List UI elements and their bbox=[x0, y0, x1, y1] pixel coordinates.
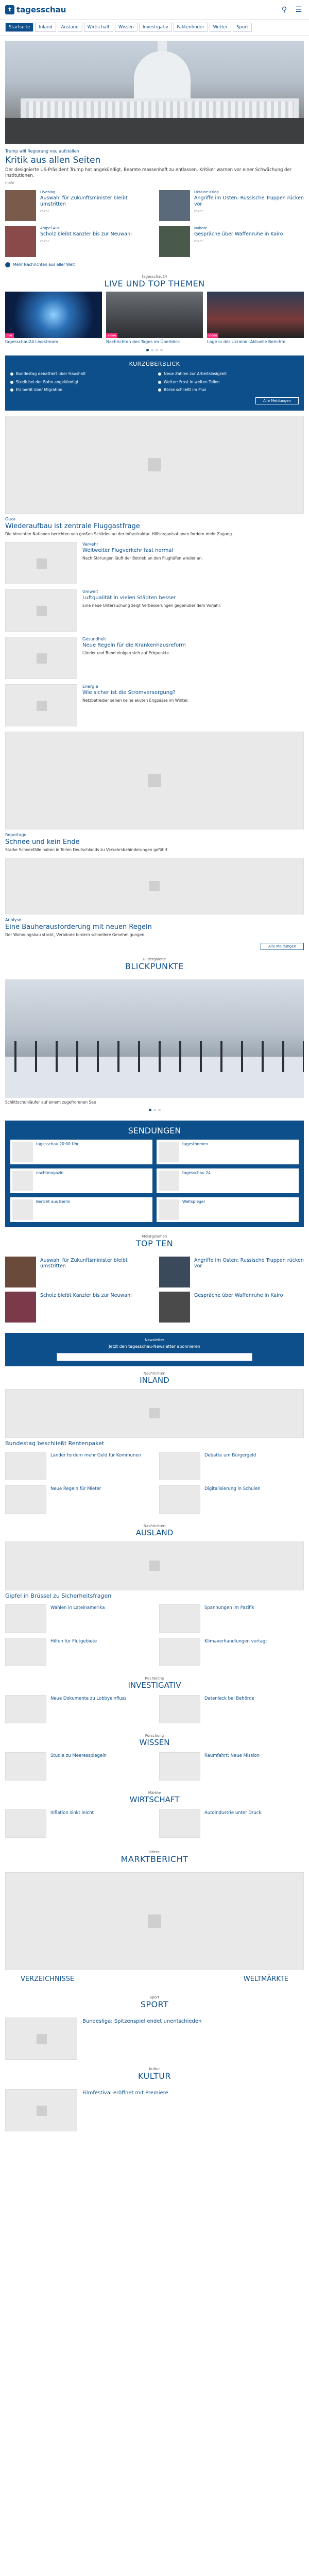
pager-dot[interactable] bbox=[146, 349, 149, 351]
pager-dot[interactable] bbox=[158, 1109, 161, 1111]
ressort-item-title[interactable]: Debatte um Bürgergeld bbox=[204, 1452, 256, 1458]
bullet-icon bbox=[10, 372, 13, 376]
mini-kicker: Liveblog bbox=[40, 190, 56, 194]
video-title[interactable]: tagesschau24 Livestream bbox=[5, 339, 58, 344]
ressort-wirtschaft bbox=[0, 1786, 309, 1843]
image-icon bbox=[148, 774, 161, 787]
ressort-item-title[interactable]: Neue Dokumente zu Lobbyeinfluss bbox=[50, 1696, 127, 1701]
kurz-text: Streik bei der Bahn angekündigt bbox=[16, 379, 79, 384]
ressort-item[interactable] bbox=[159, 1604, 304, 1633]
ressort-title: AUSLAND bbox=[135, 1528, 174, 1537]
video-item[interactable] bbox=[106, 292, 203, 345]
ressort-title: INVESTIGATIV bbox=[128, 1680, 181, 1690]
top-grid bbox=[0, 1251, 309, 1328]
sport-image bbox=[5, 2018, 77, 2060]
video-thumb bbox=[106, 292, 203, 338]
newsletter-text: Jetzt den tagesschau-Newsletter abonnieren bbox=[109, 1344, 200, 1349]
ressort-sub: Nachrichten bbox=[143, 1523, 166, 1528]
markt-right-title: WELTMÄRKTE bbox=[243, 1975, 288, 1983]
ressort-item-title[interactable]: Raumfahrt: Neue Mission bbox=[204, 1753, 260, 1758]
image-icon bbox=[148, 458, 161, 471]
kurz-text: Wetter: Frost in weiten Teilen bbox=[164, 379, 220, 384]
ressort-item-image bbox=[159, 1604, 200, 1633]
markt-links bbox=[0, 1970, 309, 1988]
mini-kicker: Ukraine-Krieg bbox=[194, 190, 219, 194]
feature-title[interactable]: Schnee und kein Ende bbox=[5, 838, 80, 846]
feature-kicker: Reportage bbox=[5, 833, 27, 838]
article-title[interactable]: Weltweiter Flugverkehr fast normal bbox=[82, 548, 174, 554]
sendung-item[interactable] bbox=[157, 1140, 299, 1164]
sendung-item[interactable] bbox=[10, 1168, 152, 1193]
pager-dot[interactable] bbox=[151, 349, 153, 351]
sendung-item[interactable] bbox=[10, 1140, 152, 1164]
video-title[interactable]: Nachrichten des Tages im Überblick bbox=[106, 339, 180, 344]
video-item[interactable] bbox=[5, 292, 102, 345]
ressort-item-image bbox=[159, 1638, 200, 1666]
ressort-item[interactable] bbox=[5, 1604, 150, 1633]
sport-title: SPORT bbox=[140, 1999, 169, 2009]
article-row[interactable] bbox=[0, 584, 309, 632]
video-list bbox=[0, 292, 309, 345]
sendung-title: tagesschau 24 bbox=[182, 1170, 211, 1175]
sendung-item[interactable] bbox=[157, 1197, 299, 1222]
markt-chart-placeholder[interactable] bbox=[5, 1872, 304, 1970]
article-row[interactable] bbox=[0, 537, 309, 584]
kurz-grid bbox=[10, 371, 299, 393]
kurz-item[interactable] bbox=[158, 371, 299, 377]
top-image bbox=[159, 1292, 190, 1323]
hero-dome bbox=[134, 51, 191, 103]
blick-people bbox=[5, 1041, 304, 1072]
article-text bbox=[82, 542, 203, 584]
article-teaser: Netzbetreiber sehen keine akuten Engpässe im Winter. bbox=[82, 698, 189, 703]
markt-head bbox=[0, 1843, 309, 1867]
ressort-title: WISSEN bbox=[139, 1737, 170, 1747]
feature2-article[interactable] bbox=[0, 914, 309, 938]
newsletter-small: Newsletter bbox=[145, 1337, 164, 1342]
article-big[interactable] bbox=[0, 514, 309, 537]
sport-item[interactable] bbox=[0, 2012, 309, 2060]
blick-head bbox=[0, 950, 309, 974]
top-image bbox=[5, 1257, 36, 1287]
ressort-item[interactable] bbox=[159, 1695, 304, 1723]
article-image-placeholder bbox=[5, 542, 77, 584]
more-button[interactable]: Alle Meldungen bbox=[261, 943, 304, 950]
mini-meta[interactable]: mehr bbox=[40, 239, 49, 243]
ressort-item[interactable] bbox=[5, 1695, 150, 1723]
top-title-text[interactable]: Auswahl für Zukunftsminister bleibt umstritten bbox=[40, 1257, 128, 1269]
kurz-text: Neue Zahlen zur Arbeitslosigkeit bbox=[164, 371, 227, 376]
article-text bbox=[82, 589, 221, 632]
article-image-placeholder bbox=[5, 589, 77, 632]
logo-text: tagesschau bbox=[16, 5, 66, 14]
article-title[interactable]: Neue Regeln für die Krankenhausreform bbox=[82, 642, 186, 649]
video-thumb bbox=[5, 292, 102, 338]
sendung-image bbox=[159, 1142, 179, 1162]
article-kicker: Energie bbox=[82, 684, 98, 689]
feature-article[interactable] bbox=[0, 829, 309, 853]
article-teaser: Länder und Bund einigen sich auf Eckpunkte. bbox=[82, 650, 170, 655]
kurz-item[interactable] bbox=[158, 387, 299, 393]
sendungen-box bbox=[5, 1121, 304, 1227]
sport-small: Sport bbox=[149, 1995, 160, 1999]
kurz-item[interactable] bbox=[10, 380, 151, 385]
kurz-more bbox=[10, 397, 299, 404]
markt-right[interactable] bbox=[244, 1975, 288, 1983]
menu-icon[interactable]: ☰ bbox=[295, 5, 302, 14]
sendung-image bbox=[12, 1171, 33, 1191]
kurz-item[interactable] bbox=[10, 387, 151, 393]
mini-grid bbox=[0, 185, 309, 262]
ressort-item-image bbox=[5, 1485, 46, 1514]
mini-article[interactable] bbox=[5, 226, 150, 257]
kurz-item[interactable] bbox=[158, 380, 299, 385]
live-section-head bbox=[0, 267, 309, 292]
article-kicker: Gaza bbox=[5, 517, 16, 522]
ressort-image[interactable] bbox=[5, 1389, 304, 1438]
bullet-icon bbox=[10, 381, 13, 384]
mini-article[interactable] bbox=[159, 226, 304, 257]
live-small: tagesschau24 bbox=[142, 274, 167, 279]
kurz-text: EU berät über Migration bbox=[16, 387, 62, 393]
ressort-item[interactable] bbox=[5, 1638, 150, 1666]
article-teaser: Die Vereinten Nationen berichten von großen Schäden an der Infrastruktur. Hilfsorganisationen fordern mehr Zugang. bbox=[5, 532, 233, 537]
ressort-item[interactable] bbox=[159, 1752, 304, 1781]
ressort-item-title[interactable]: Inflation sinkt leicht bbox=[50, 1810, 94, 1816]
ressort-sub: Recherche bbox=[145, 1676, 164, 1681]
pager-dot[interactable] bbox=[149, 1109, 151, 1111]
mini-title[interactable]: Scholz bleibt Kanzler bis zur Neuwahl bbox=[40, 231, 132, 237]
article-image-placeholder bbox=[5, 637, 77, 679]
image-icon bbox=[149, 881, 160, 891]
sendung-title: nachtmagazin bbox=[36, 1170, 64, 1175]
ressort-item-image bbox=[5, 1638, 46, 1666]
ressort-item-image bbox=[5, 1809, 46, 1838]
sendung-image bbox=[159, 1171, 179, 1191]
sendung-title: tagesthemen bbox=[182, 1141, 208, 1146]
lead-title[interactable]: Kritik aus allen Seiten bbox=[5, 155, 101, 165]
pager-dot[interactable] bbox=[160, 349, 163, 351]
mini-text bbox=[194, 190, 304, 221]
ressort-item[interactable] bbox=[5, 1809, 150, 1838]
mini-kicker: Ampel-Aus bbox=[40, 226, 60, 230]
markt-small: Börse bbox=[149, 1850, 160, 1854]
mini-text bbox=[40, 226, 132, 257]
top-image bbox=[159, 1257, 190, 1287]
top-item[interactable] bbox=[159, 1257, 304, 1287]
mini-meta[interactable]: mehr bbox=[194, 209, 203, 213]
ressort-item[interactable] bbox=[5, 1452, 150, 1480]
ressort-ausland bbox=[0, 1519, 309, 1671]
ressort-item-image bbox=[159, 1695, 200, 1723]
bullet-icon bbox=[158, 381, 161, 384]
sendungen-title: SENDUNGEN bbox=[128, 1125, 181, 1136]
kultur-item[interactable] bbox=[0, 2084, 309, 2131]
ressort-item-title[interactable]: Datenleck bei Behörde bbox=[204, 1696, 254, 1701]
top-title-text[interactable]: Scholz bleibt Kanzler bis zur Neuwahl bbox=[40, 1292, 132, 1298]
ressort-title: WIRTSCHAFT bbox=[129, 1794, 180, 1804]
logo[interactable] bbox=[5, 5, 66, 14]
lead-article[interactable] bbox=[0, 144, 309, 185]
top-item[interactable] bbox=[5, 1257, 150, 1287]
ressort-item-title[interactable]: Wahlen in Lateinamerika bbox=[50, 1605, 105, 1611]
feature-teaser: Starke Schneefälle haben in Teilen Deutschlands zu Verkehrsbehinderungen geführt. bbox=[5, 848, 169, 853]
ressort-item-image bbox=[5, 1695, 46, 1723]
markt-left[interactable] bbox=[21, 1975, 74, 1983]
top-text bbox=[40, 1257, 150, 1287]
mini-image bbox=[159, 190, 190, 221]
video-tag: video bbox=[207, 333, 218, 338]
ressort-item-title[interactable]: Klimaverhandlungen vertagt bbox=[204, 1638, 267, 1644]
ressort-sub: Nachrichten bbox=[143, 1371, 166, 1376]
blick-caption: Schlittschuhläufer auf einem zugefrorenen See bbox=[5, 1099, 96, 1105]
sport-item-title[interactable]: Bundesliga: Spitzenspiel endet unentschieden bbox=[82, 2018, 202, 2024]
bullet-icon bbox=[10, 388, 13, 392]
top-head bbox=[0, 1227, 309, 1251]
sendungen-grid bbox=[10, 1140, 299, 1222]
ressort-title: INLAND bbox=[140, 1375, 169, 1385]
article-image-placeholder[interactable] bbox=[5, 416, 304, 514]
lead-meta[interactable]: mehr bbox=[5, 180, 15, 185]
ressort-item[interactable] bbox=[159, 1452, 304, 1480]
markt-title: MARKTBERICHT bbox=[121, 1854, 188, 1864]
ressort-grid bbox=[5, 1752, 304, 1781]
mini-title[interactable]: Angriffe im Osten: Russische Truppen rücken vor bbox=[194, 195, 304, 207]
mini-text bbox=[40, 190, 150, 221]
ressort-grid bbox=[5, 1695, 304, 1723]
ressort-sub: Forschung bbox=[145, 1733, 164, 1738]
kultur-small: Kultur bbox=[149, 2066, 160, 2071]
sendung-image bbox=[12, 1142, 33, 1162]
more-news-link[interactable] bbox=[0, 262, 309, 267]
mini-article[interactable] bbox=[5, 190, 150, 221]
ressort-grid bbox=[5, 1809, 304, 1838]
top-item[interactable] bbox=[5, 1292, 150, 1323]
blick-title: BLICKPUNKTE bbox=[125, 961, 184, 971]
kultur-item-title[interactable]: Filmfestival eröffnet mit Premiere bbox=[82, 2090, 168, 2096]
article-text bbox=[82, 684, 188, 726]
ressort-item-title[interactable]: Digitalisierung in Schulen bbox=[204, 1486, 261, 1492]
mini-kicker: Nahost bbox=[194, 226, 207, 230]
top-title: TOP TEN bbox=[135, 1238, 174, 1248]
ressort-item-image bbox=[159, 1752, 200, 1781]
sport-head bbox=[0, 1988, 309, 2012]
kultur-head bbox=[0, 2060, 309, 2084]
more-row bbox=[0, 938, 309, 950]
nav-item[interactable]: Inland bbox=[35, 23, 56, 32]
sendung-item[interactable] bbox=[10, 1197, 152, 1222]
ressort-sub: Märkte bbox=[148, 1790, 161, 1795]
sendung-title: Weltspiegel bbox=[182, 1199, 205, 1204]
article-kicker: Verkehr bbox=[82, 542, 98, 547]
ressort-grid bbox=[5, 1452, 304, 1514]
kurz-more-button[interactable]: Alle Meldungen bbox=[255, 397, 299, 404]
sport-text bbox=[82, 2018, 201, 2060]
article-teaser: Eine neue Untersuchung zeigt Verbesserungen gegenüber dem Vorjahr. bbox=[82, 603, 221, 608]
image-icon bbox=[148, 1914, 161, 1928]
nav-item[interactable]: Wissen bbox=[115, 23, 138, 32]
feature-image-placeholder[interactable] bbox=[5, 732, 304, 829]
article-text bbox=[82, 637, 186, 679]
video-title[interactable]: Lage in der Ukraine: Aktuelle Berichte bbox=[207, 339, 286, 344]
article-teaser: Nach Störungen läuft der Betrieb an den Flughäfen wieder an. bbox=[82, 555, 203, 561]
ressort-inland bbox=[0, 1366, 309, 1519]
newsletter-input[interactable] bbox=[57, 1353, 252, 1361]
ressort-item[interactable] bbox=[159, 1809, 304, 1838]
sendung-item[interactable] bbox=[157, 1168, 299, 1193]
mini-meta[interactable]: mehr bbox=[194, 239, 203, 243]
blick-pager bbox=[0, 1105, 309, 1115]
ressort-item[interactable] bbox=[5, 1485, 150, 1514]
article-row[interactable] bbox=[0, 632, 309, 679]
ressort-item[interactable] bbox=[159, 1485, 304, 1514]
kurz-text: Börse schließt im Plus bbox=[164, 387, 207, 393]
hero-trees bbox=[5, 118, 304, 144]
top-text bbox=[194, 1257, 304, 1287]
mini-article[interactable] bbox=[159, 190, 304, 221]
nav-item[interactable]: Investigativ bbox=[139, 23, 172, 32]
feature2-kicker: Analyse bbox=[5, 918, 22, 923]
ressort-item-title[interactable]: Autoindustrie unter Druck bbox=[204, 1810, 262, 1816]
ressort-item-title[interactable]: Hilfen für Flutgebiete bbox=[50, 1638, 97, 1644]
feature2-title[interactable]: Eine Bauherausforderung mit neuen Regeln bbox=[5, 923, 152, 931]
ressort-item-image bbox=[159, 1452, 200, 1480]
mini-text bbox=[194, 226, 283, 257]
mini-image bbox=[5, 226, 36, 257]
ressort-investigativ bbox=[0, 1671, 309, 1728]
ressort-item-title[interactable]: Länder fordern mehr Geld für Kommunen bbox=[50, 1452, 141, 1458]
ressort-item-title[interactable]: Neue Regeln für Mieter bbox=[50, 1486, 101, 1492]
kurz-item[interactable] bbox=[10, 371, 151, 377]
ressort-wissen bbox=[0, 1728, 309, 1786]
ressort-item-image bbox=[5, 1452, 46, 1480]
article-row[interactable] bbox=[0, 679, 309, 726]
pager-dot[interactable] bbox=[156, 349, 158, 351]
mini-image bbox=[159, 226, 190, 257]
sendung-image bbox=[12, 1199, 33, 1220]
video-tag: live bbox=[5, 333, 14, 338]
sendung-title: Bericht aus Berlin bbox=[36, 1199, 71, 1204]
search-icon[interactable]: ⚲ bbox=[281, 5, 287, 14]
hero-image[interactable] bbox=[5, 41, 304, 144]
top-small: Meistgesehen bbox=[142, 1234, 167, 1239]
mini-meta[interactable]: mehr bbox=[40, 209, 49, 213]
feature2-image-placeholder[interactable] bbox=[5, 858, 304, 914]
ressort-grid bbox=[5, 1604, 304, 1666]
kultur-text bbox=[82, 2089, 168, 2131]
ressort-item-image bbox=[159, 1485, 200, 1514]
top-text bbox=[194, 1292, 283, 1323]
video-pager bbox=[0, 345, 309, 355]
article-kicker: Gesundheit bbox=[82, 637, 106, 642]
mini-title[interactable]: Auswahl für Zukunftsminister bleibt umstritten bbox=[40, 195, 128, 207]
mini-image bbox=[5, 190, 36, 221]
ressort-lead[interactable]: Bundestag beschließt Rentenpaket bbox=[5, 1439, 105, 1447]
feature2-teaser: Der Wohnungsbau stockt, Verbände fordern schnellere Genehmigungen. bbox=[5, 933, 146, 938]
ressort-item-image bbox=[5, 1752, 46, 1781]
kurz-text: Bundestag debattiert über Haushalt bbox=[16, 371, 86, 376]
article-title[interactable]: Luftqualität in vielen Städten besser bbox=[82, 595, 176, 601]
nav-item[interactable]: Ausland bbox=[58, 23, 82, 32]
ressort-item-title[interactable]: Spannungen im Pazifik bbox=[204, 1605, 254, 1611]
mini-title[interactable]: Gespräche über Waffenruhe in Kairo bbox=[194, 231, 283, 237]
article-title[interactable]: Wie sicher ist die Stromversorgung? bbox=[82, 690, 176, 696]
ressort-item[interactable] bbox=[5, 1752, 150, 1781]
ressort-item-image bbox=[159, 1809, 200, 1838]
top-title-text[interactable]: Angriffe im Osten: Russische Truppen rücken vor bbox=[194, 1257, 304, 1269]
kultur-image bbox=[5, 2089, 77, 2131]
kultur-title: KULTUR bbox=[138, 2071, 171, 2081]
more-news-label: Mehr Nachrichten aus aller Welt bbox=[13, 262, 75, 267]
ressort-item[interactable] bbox=[159, 1638, 304, 1666]
nav-item[interactable]: Wirtschaft bbox=[84, 23, 113, 32]
nav-item[interactable]: Wetter bbox=[210, 23, 232, 32]
sendung-image bbox=[159, 1199, 179, 1220]
newsletter-box bbox=[5, 1333, 304, 1366]
ressort-image[interactable] bbox=[5, 1541, 304, 1590]
pager-dot[interactable] bbox=[153, 1109, 156, 1111]
lead-teaser: Der designierte US-Präsident Trump hat angekündigt, Beamte massenhaft zu entlassen. Kritiker warnen vor einer Schwächung der Institutionen. bbox=[5, 167, 292, 179]
nav-item[interactable]: Startseite bbox=[5, 23, 33, 32]
main-nav bbox=[0, 20, 309, 36]
top-item[interactable] bbox=[159, 1292, 304, 1323]
ressort-item-title[interactable]: Studie zu Meeresspiegeln bbox=[50, 1753, 107, 1758]
ressort-item-image bbox=[5, 1604, 46, 1633]
kurz-title: KURZÜBERBLICK bbox=[129, 360, 180, 367]
arrow-icon bbox=[5, 262, 10, 267]
article-image-placeholder bbox=[5, 684, 77, 726]
bullet-icon bbox=[158, 372, 161, 376]
top-title-text[interactable]: Gespräche über Waffenruhe in Kairo bbox=[194, 1292, 283, 1298]
article-title[interactable]: Wiederaufbau ist zentrale Fluggastfrage bbox=[5, 522, 140, 531]
bullet-icon bbox=[158, 388, 161, 392]
nav-item[interactable]: Faktenfinder bbox=[174, 23, 208, 32]
live-title: LIVE UND TOP THEMEN bbox=[104, 278, 205, 289]
top-text bbox=[40, 1292, 132, 1323]
lead-kicker: Trump will Regierung neu aufstellen bbox=[5, 149, 79, 154]
logo-mark: t bbox=[5, 5, 14, 14]
blick-small: Bildergalerie bbox=[143, 957, 166, 961]
nav-item[interactable]: Sport bbox=[233, 23, 252, 32]
video-thumb bbox=[207, 292, 304, 338]
markt-left-title: VERZEICHNISSE bbox=[21, 1975, 75, 1983]
header bbox=[0, 0, 309, 20]
kurzueberblick-box bbox=[5, 355, 304, 411]
top-image bbox=[5, 1292, 36, 1323]
blick-image[interactable] bbox=[5, 979, 304, 1098]
video-item[interactable] bbox=[207, 292, 304, 345]
ressort-lead[interactable]: Gipfel in Brüssel zu Sicherheitsfragen bbox=[5, 1592, 112, 1599]
video-tag: video bbox=[106, 333, 117, 338]
article-kicker: Umwelt bbox=[82, 589, 98, 595]
sendung-title: tagesschau 20:00 Uhr bbox=[36, 1141, 79, 1146]
